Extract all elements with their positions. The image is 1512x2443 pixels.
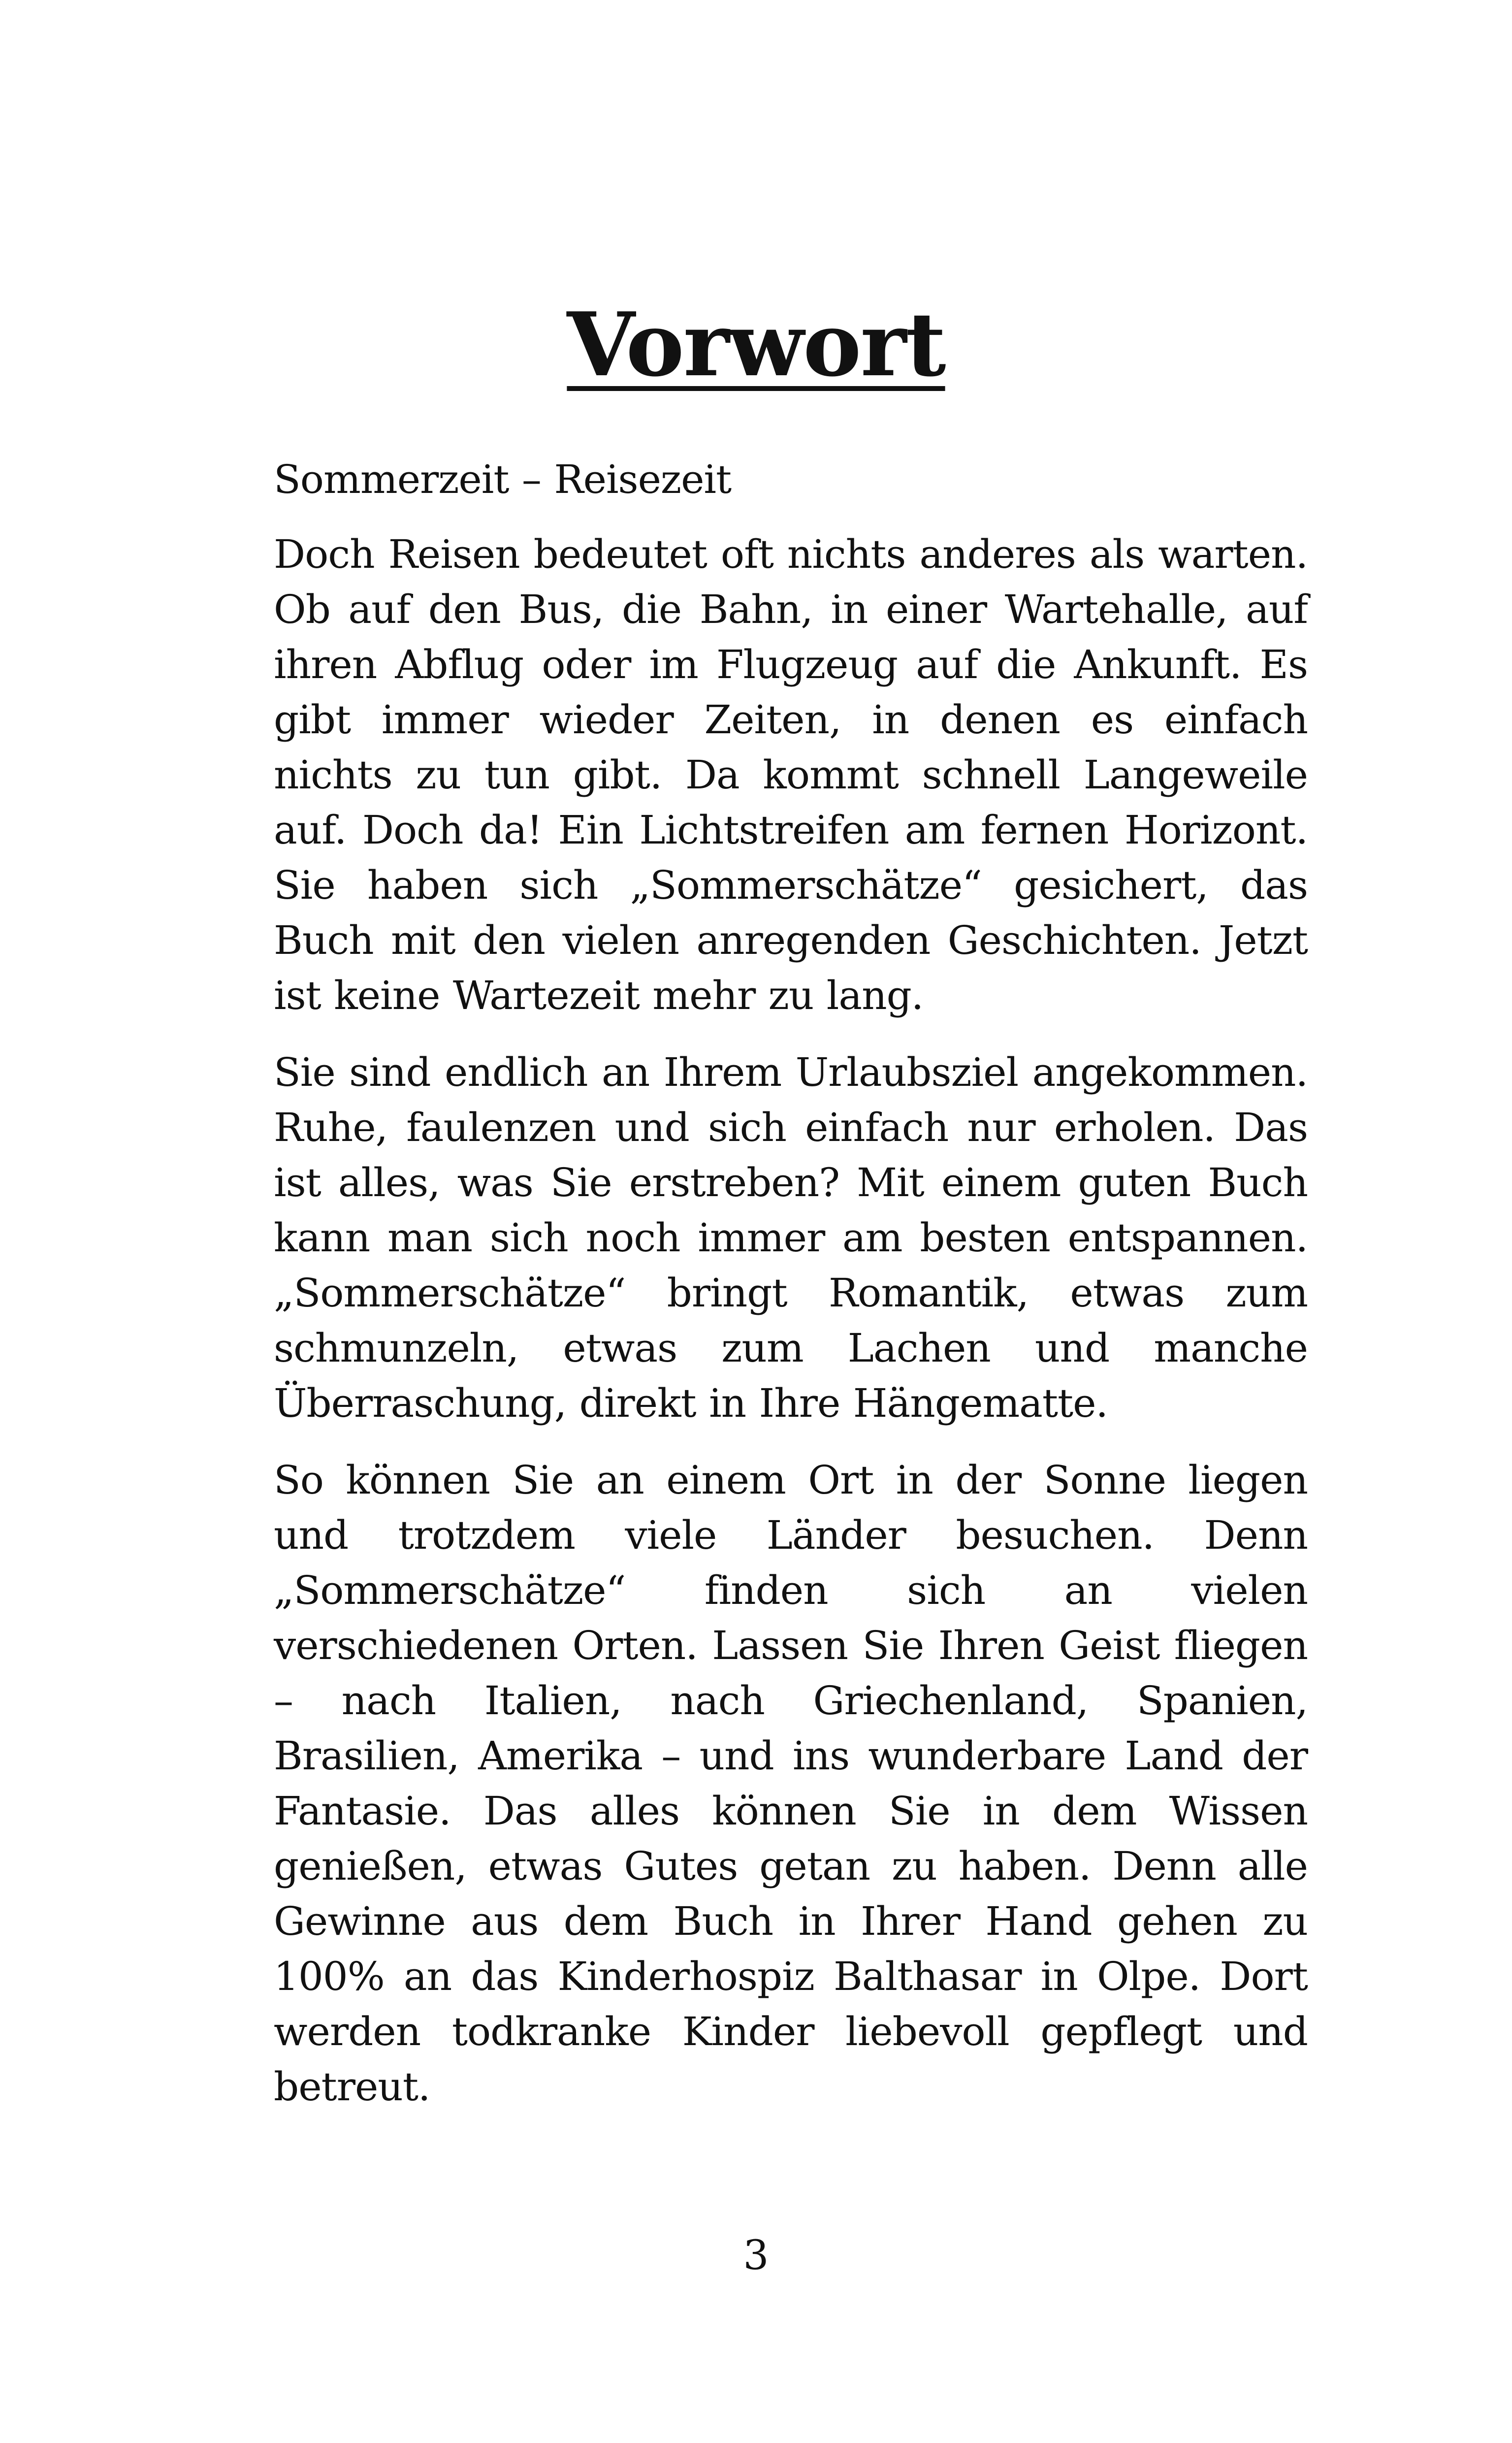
section-subtitle: Sommerzeit – Reisezeit bbox=[274, 456, 732, 502]
paragraph: So können Sie an einem Ort in der Sonne liegen und trotzdem viele Länder besuchen. Denn „Sommerschätze“ finden sich an vielen verschiedenen Orten. Lassen Sie Ihren Geist fliegen – nach Italien, nach Griechenland, Spanien, Brasilien, Amerika – und ins wunderbare Land der Fantasie. Das alles können Sie in dem Wissen genießen, etwas Gutes getan zu haben. Denn alle Gewinne aus dem Buch in Ihrer Hand gehen zu 100% an das Kinderhospiz Balthasar in Olpe. Dort werden todkranke Kinder liebevoll gepflegt und betreut. bbox=[274, 1457, 1308, 2110]
paragraph: Sie sind endlich an Ihrem Urlaubsziel angekommen. Ruhe, faulenzen und sich einfach nur erholen. Das ist alles, was Sie erstreben? Mit einem guten Buch kann man sich noch immer am besten entspannen. „Sommerschätze“ bringt Romantik, etwas zum schmunzeln, etwas zum Lachen und manche Überraschung, direkt in Ihre Hängematte. bbox=[274, 1049, 1308, 1426]
page-title bbox=[0, 291, 1512, 399]
page-body bbox=[274, 452, 1308, 2136]
page-title-text: Vorwort bbox=[567, 293, 945, 396]
paragraph: Doch Reisen bedeutet oft nichts anderes als warten. Ob auf den Bus, die Bahn, in einer Wartehalle, auf ihren Abflug oder im Flugzeug auf die Ankunft. Es gibt immer wieder Zeiten, in denen es einfach nichts zu tun gibt. Da kommt schnell Langeweile auf. Doch da! Ein Lichtstreifen am fernen Horizont. Sie haben sich „Sommerschätze“ gesichert, das Buch mit den vielen anregenden Geschichten. Jetzt ist keine Wartezeit mehr zu lang. bbox=[274, 531, 1308, 1018]
page-number: 3 bbox=[743, 2232, 769, 2279]
